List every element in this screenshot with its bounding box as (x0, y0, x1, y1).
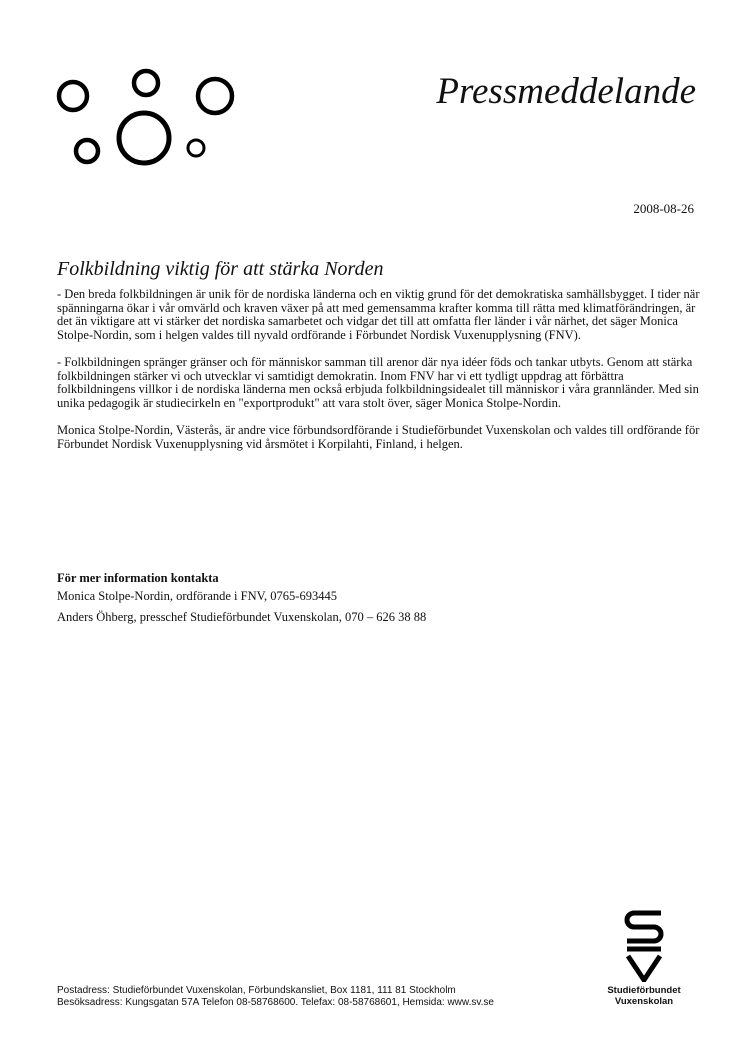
article-paragraph: - Den breda folkbildningen är unik för de nordiska länderna och en viktig grund för det demokratiska samhällsbygget. I tider när spänningarna ökar i vår omvärld och kraven växer på att med gemensamma krafter komma till rätta med klimatförändringen, är det än viktigare att vi stärker det nordiska samarbetet och vidgar det till att omfatta fler länder i vår närhet, det säger Monica Stolpe-Nordin, som i helgen valdes till nyvald ordförande i Förbundet Nordisk Vuxenupplysning (FNV). (57, 287, 700, 342)
visiting-address: Besöksadress: Kungsgatan 57A Telefon 08-58768600. Telefax: 08-58768601, Hemsida: www.sv.se (57, 997, 494, 1008)
document-type-title: Pressmeddelande (436, 71, 696, 112)
sv-logo-name (594, 986, 694, 1007)
sv-logo (594, 909, 700, 1013)
article-paragraph: - Folkbildningen spränger gränser och för människor samman till arenor där nya idéer föds och tankar utbyts. Genom att stärka folkbildningen stärker vi och utvecklar vi samtidigt demokratin. Inom FNV har vi ett tydligt uppdrag att förbättra folkbildningens villkor i de nordiska länderna men också erbjuda folkbildningsidealet till människor i våra grannländer. Med sin unika pedagogik är studiecirkeln en "exportprodukt" att vara stolt över, säger Monica Stolpe-Nordin. (57, 354, 699, 410)
contact-section (57, 570, 697, 628)
article-headline: Folkbildning viktig för att stärka Norden (57, 258, 384, 280)
sv-logo-name-line: Vuxenskolan (614, 995, 674, 1007)
contact-line: Anders Öhberg, presschef Studieförbundet Vuxenskolan, 070 – 626 38 88 (57, 610, 427, 624)
circles-logo (56, 66, 236, 168)
sv-logo-icon (624, 909, 664, 982)
footer-address (57, 985, 494, 1009)
contact-heading: För mer information kontakta (57, 571, 219, 585)
contact-line: Monica Stolpe-Nordin, ordförande i FNV, 0765-693445 (57, 589, 337, 603)
document-date: 2008-08-26 (633, 201, 694, 216)
circles-logo-icon (56, 66, 236, 168)
article-body (57, 288, 705, 465)
sv-logo-name-line: Studieförbundet (607, 985, 681, 996)
article-paragraph: Monica Stolpe-Nordin, Västerås, är andre vice förbundsordförande i Studieförbundet Vuxenskolan och valdes till ordförande för Förbundet Nordisk Vuxenupplysning vid årsmötet i Korpilahti, Finland, i helgen. (57, 422, 700, 451)
postal-address: Postadress: Studieförbundet Vuxenskolan, Förbundskansliet, Box 1181, 111 81 Stockholm (57, 985, 456, 996)
